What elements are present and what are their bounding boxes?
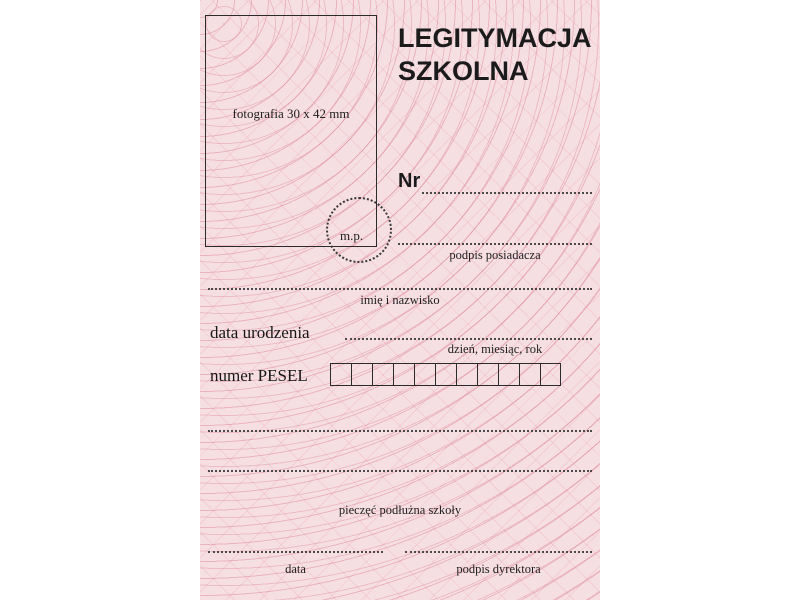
- date-caption: data: [285, 562, 306, 576]
- title-line-1: LEGITYMACJA: [398, 23, 592, 53]
- name-surname-dotted-line: [208, 288, 592, 290]
- school-stamp-dotted-line-1: [208, 430, 592, 432]
- number-label: Nr: [398, 170, 421, 192]
- pesel-cell[interactable]: [372, 363, 393, 386]
- director-signature-caption: podpis dyrektora: [456, 562, 541, 576]
- pesel-boxes: [330, 363, 561, 386]
- holder-signature-dotted-line: [398, 243, 592, 245]
- pesel-cell[interactable]: [351, 363, 372, 386]
- pesel-cell[interactable]: [435, 363, 456, 386]
- pesel-cell[interactable]: [456, 363, 477, 386]
- pesel-cell[interactable]: [477, 363, 498, 386]
- pesel-cell[interactable]: [414, 363, 435, 386]
- birth-date-dotted-line: [345, 338, 592, 340]
- pesel-cell[interactable]: [519, 363, 540, 386]
- date-dotted-line: [208, 551, 383, 553]
- birth-date-hint-caption: dzień, miesiąc, rok: [447, 342, 543, 356]
- pesel-cell[interactable]: [330, 363, 351, 386]
- stamp-place-label: m.p.: [340, 228, 364, 243]
- school-stamp-caption: pieczęć podłużna szkoły: [338, 503, 462, 517]
- school-id-card: [200, 0, 600, 600]
- page-title: [398, 22, 598, 88]
- card-content: [200, 0, 600, 600]
- school-stamp-dotted-line-2: [208, 470, 592, 472]
- pesel-cell[interactable]: [393, 363, 414, 386]
- birth-date-label: data urodzenia: [210, 323, 310, 342]
- pesel-cell[interactable]: [498, 363, 519, 386]
- name-surname-caption: imię i nazwisko: [360, 293, 440, 307]
- director-signature-dotted-line: [405, 551, 592, 553]
- title-line-2: SZKOLNA: [398, 55, 529, 86]
- pesel-cell[interactable]: [540, 363, 561, 386]
- number-dotted-line: [422, 192, 592, 194]
- holder-signature-caption: podpis posiadacza: [449, 248, 541, 262]
- pesel-label: numer PESEL: [210, 366, 308, 385]
- photo-placeholder-label: fotografia 30 x 42 mm: [232, 106, 350, 121]
